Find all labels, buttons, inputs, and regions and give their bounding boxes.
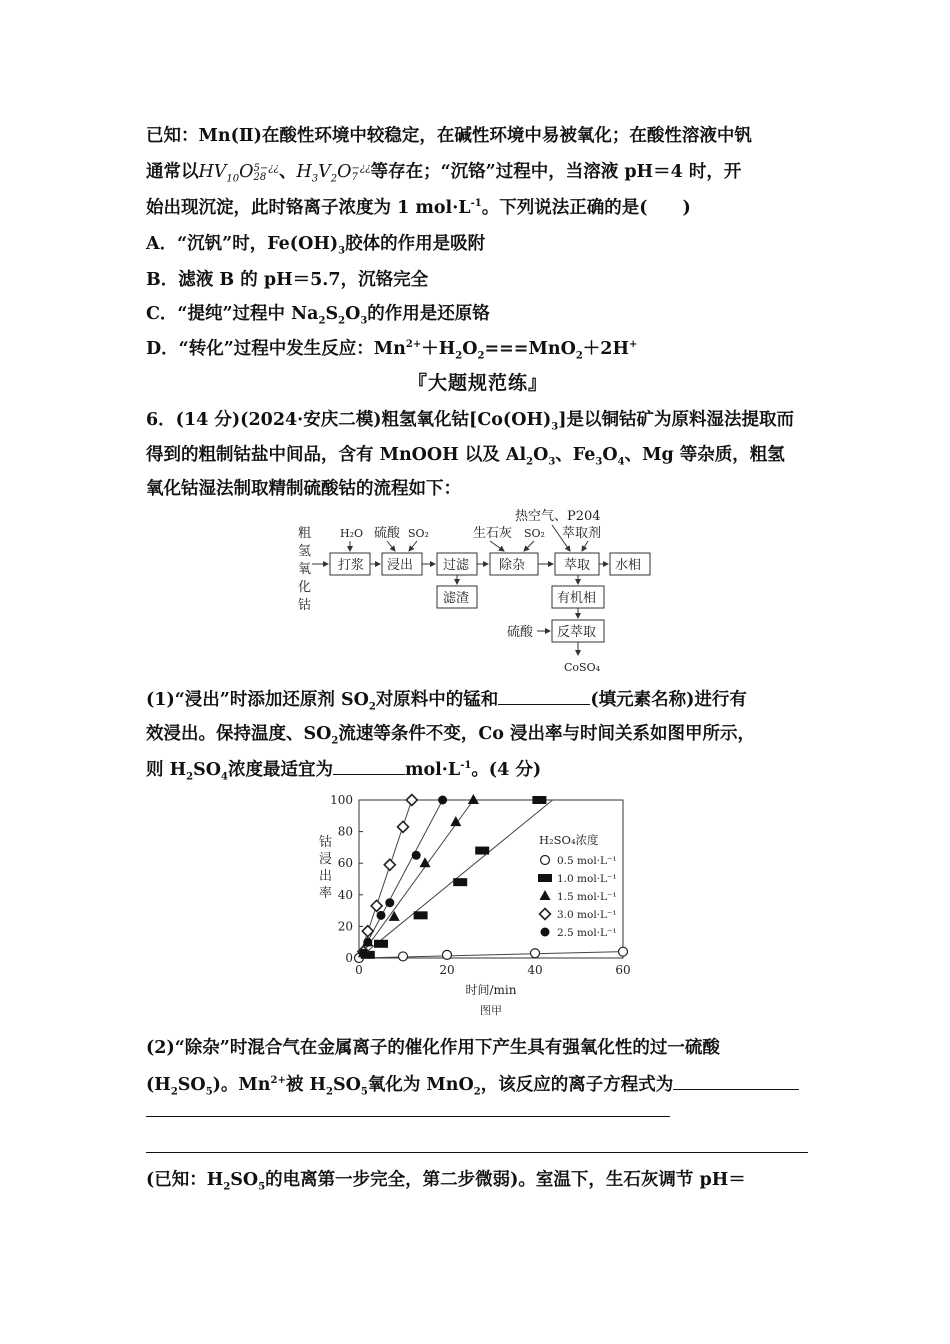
legend-entry: 1.5 mol·L⁻¹ bbox=[557, 891, 617, 903]
acid-label: 硫酸 bbox=[374, 526, 401, 541]
q5-option-a[interactable]: A．“沉钒”时，$Fe(OH)_3$胶体的作用是吸附 bbox=[146, 234, 486, 257]
residue-label: 滤渣 bbox=[443, 591, 470, 606]
x-tick-label: 0 bbox=[355, 963, 363, 977]
p2-line-5: (已知：$H_2SO_5$的电离第一步完全，第二步微弱)。室温下，生石灰调节 pH＝ bbox=[146, 1170, 746, 1193]
p1-line-1: (1)“浸出”时添加还原剂 $SO_2$对原料中的锰和 (填元素名称)进行有 bbox=[146, 686, 747, 712]
data-point bbox=[540, 890, 551, 900]
legend-title: H₂SO₄浓度 bbox=[539, 833, 599, 847]
data-point bbox=[414, 911, 428, 919]
q5-option-d[interactable]: D．“转化”过程中发生反应：$Mn^{2+}+H_2O_2===MnO_2+2H^+$ bbox=[146, 339, 638, 362]
data-point bbox=[389, 911, 400, 921]
water-phase-label: 水相 bbox=[615, 558, 642, 573]
y-tick-label: 80 bbox=[337, 824, 353, 839]
leaching-rate-chart bbox=[305, 788, 635, 1020]
y-tick-label: 40 bbox=[337, 887, 353, 902]
so2-label: SO₂ bbox=[408, 527, 429, 540]
p2-line-1: (2)“除杂”时混合气在金属离子的催化作用下产生具有强氧化性的过一硫酸 bbox=[146, 1038, 720, 1058]
x-tick-label: 60 bbox=[615, 963, 631, 977]
acid-label-2: 硫酸 bbox=[507, 625, 534, 640]
data-point bbox=[377, 911, 386, 920]
data-point bbox=[438, 796, 447, 805]
answer-line-1[interactable] bbox=[146, 1116, 670, 1117]
q5-line-2: 通常以$HV_{10}O$ 5−¿¿ 28 、$H_3V_2O$ −¿¿ 7 等存在；“沉铬”过程中，当溶液 pH＝4 时，开 bbox=[146, 162, 742, 185]
data-point bbox=[374, 940, 388, 948]
filtering-label: 过滤 bbox=[443, 558, 470, 573]
y-axis-label-char: 钴 bbox=[319, 835, 333, 850]
impurity-removal-label: 除杂 bbox=[499, 558, 526, 573]
data-point bbox=[540, 909, 551, 920]
lime-label: 生石灰 bbox=[473, 526, 513, 541]
product-label: CoSO₄ bbox=[564, 661, 601, 674]
y-tick-label: 20 bbox=[337, 919, 353, 934]
data-point bbox=[541, 856, 550, 865]
legend-entry: 3.0 mol·L⁻¹ bbox=[557, 909, 617, 921]
y-axis-label-char: 浸 bbox=[319, 852, 333, 867]
data-point bbox=[541, 928, 550, 937]
data-point bbox=[453, 878, 467, 886]
legend-entry: 0.5 mol·L⁻¹ bbox=[557, 855, 617, 867]
data-point bbox=[384, 859, 395, 870]
x-tick-label: 20 bbox=[439, 963, 455, 977]
q5-option-b[interactable]: B．滤液 B 的 pH＝5.7，沉铬完全 bbox=[146, 270, 429, 290]
raw-material-char: 化 bbox=[298, 580, 312, 595]
data-point bbox=[450, 816, 461, 826]
data-point bbox=[443, 950, 452, 959]
y-axis-label-char: 率 bbox=[319, 886, 333, 901]
answer-blank-element[interactable] bbox=[498, 686, 590, 705]
raw-material-char: 氧 bbox=[298, 562, 312, 577]
q6-line-1: 6．(14 分)(2024·安庆二模)粗氢氧化钴$[Co(OH)_3]$是以铜钴矿为原料湿法提取而 bbox=[146, 410, 795, 433]
data-point bbox=[371, 900, 382, 911]
answer-blank-equation[interactable] bbox=[673, 1071, 799, 1090]
vanadate-ion-1: $HV_{10}O$ 5−¿¿ 28 bbox=[198, 162, 279, 185]
x-tick-label: 40 bbox=[527, 963, 543, 977]
vanadate-ion-2: $H_3V_2O$ −¿¿ 7 bbox=[296, 162, 371, 185]
data-point bbox=[398, 821, 409, 832]
process-flow-diagram bbox=[290, 505, 665, 675]
data-point bbox=[412, 851, 421, 860]
answer-line-2[interactable] bbox=[146, 1152, 808, 1153]
back-extraction-label: 反萃取 bbox=[557, 625, 597, 640]
data-point bbox=[385, 898, 394, 907]
y-tick-label: 0 bbox=[345, 951, 353, 965]
data-point bbox=[475, 847, 489, 855]
p1-line-2: 效浸出。保持温度、$SO_2$流速等条件不变，Co 浸出率与时间关系如图甲所示， bbox=[146, 724, 756, 747]
data-point bbox=[406, 795, 417, 806]
y-tick-label: 100 bbox=[330, 793, 353, 807]
data-point bbox=[399, 952, 408, 961]
y-tick-label: 60 bbox=[337, 856, 353, 871]
q5-line-1: 已知：Mn(Ⅱ)在酸性环境中较稳定，在碱性环境中易被氧化；在酸性溶液中钒 bbox=[146, 126, 752, 146]
data-point bbox=[363, 938, 372, 947]
q6-line-3: 氧化钴湿法制取精制硫酸钴的流程如下： bbox=[146, 479, 461, 499]
hot-air-label: 热空气、P204 bbox=[515, 509, 601, 524]
data-point bbox=[468, 794, 479, 804]
raw-material-char: 粗 bbox=[298, 526, 312, 541]
q5-line-3: 始出现沉淀，此时铬离子浓度为 1 $mol\cdot L^{-1}$。下列说法正确的是( ) bbox=[146, 198, 691, 218]
y-axis-label-char: 出 bbox=[319, 869, 333, 884]
leaching-label: 浸出 bbox=[387, 558, 414, 573]
data-point bbox=[619, 947, 628, 956]
answer-blank-concentration[interactable] bbox=[333, 756, 405, 775]
extractant-label: 萃取剂 bbox=[562, 526, 602, 541]
legend-entry: 1.0 mol·L⁻¹ bbox=[557, 873, 617, 885]
organic-phase-label: 有机相 bbox=[557, 591, 597, 606]
data-point bbox=[531, 949, 540, 958]
data-point bbox=[532, 796, 546, 804]
data-point bbox=[359, 949, 368, 958]
so2-label-2: SO₂ bbox=[524, 527, 545, 540]
q6-line-2: 得到的粗制钴盐中间品，含有 MnOOH 以及 $Al_2O_3$、$Fe_3O_4$、Mg 等杂质，粗氢 bbox=[146, 445, 785, 468]
extraction-label: 萃取 bbox=[564, 558, 591, 573]
q5-option-c[interactable]: C．“提纯”过程中 $Na_2S_2O_3$的作用是还原铬 bbox=[146, 304, 490, 327]
legend-entry: 2.5 mol·L⁻¹ bbox=[557, 927, 617, 939]
raw-material-char: 氢 bbox=[298, 544, 312, 559]
water-label: H₂O bbox=[340, 527, 364, 540]
data-point bbox=[538, 874, 552, 882]
x-axis-label: 时间/min bbox=[465, 983, 517, 997]
raw-material-char: 钴 bbox=[298, 598, 312, 613]
p1-line-3: 则 $H_2SO_4$浓度最适宜为 $mol\cdot L^{-1}$。(4 分) bbox=[146, 756, 541, 782]
p2-line-2: $(H_2SO_5)$。$Mn^{2+}$被 $H_2SO_5$氧化为 MnO$_2$，该反应的离子方程式为 bbox=[146, 1071, 799, 1097]
section-title: 『大题规范练』 bbox=[408, 372, 549, 394]
pulping-label: 打浆 bbox=[338, 558, 365, 573]
figure-caption: 图甲 bbox=[480, 1004, 502, 1017]
